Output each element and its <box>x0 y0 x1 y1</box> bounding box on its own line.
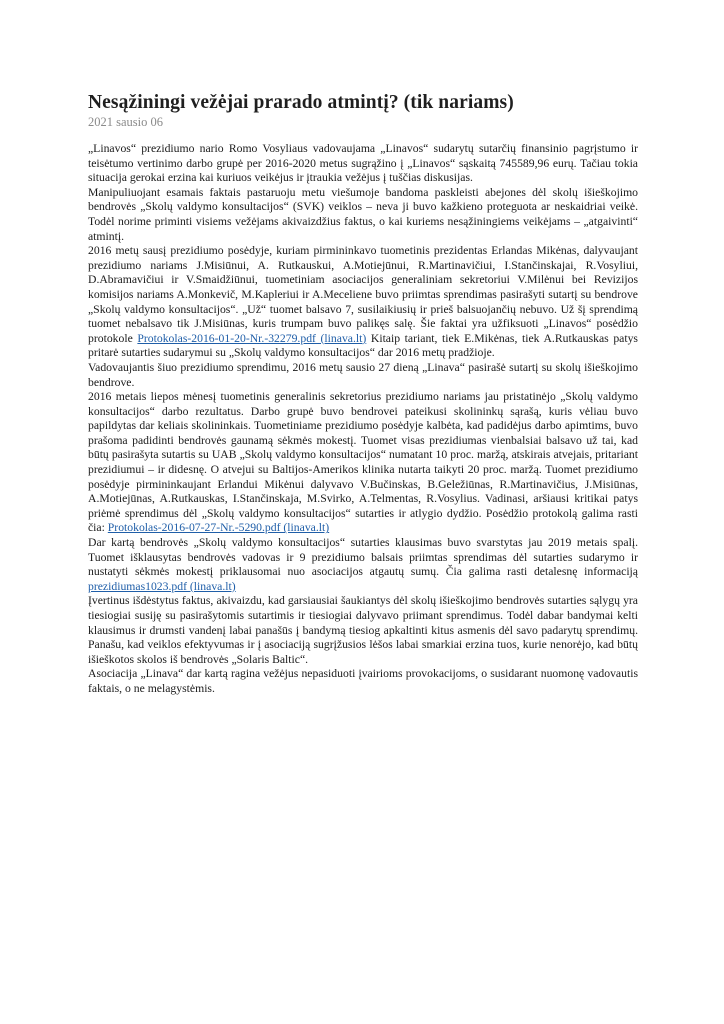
paragraph-5 <box>88 390 638 536</box>
protocol-2016-07-27-link[interactable]: Protokolas-2016-07-27-Nr.-5290.pdf (linava.lt) <box>107 521 330 535</box>
article-title: Nesąžiningi vežėjai prarado atmintį? (tik nariams) <box>88 92 514 113</box>
paragraph-8: Asociacija „Linava“ dar kartą ragina vežėjus nepasiduoti įvairioms provokacijoms, o susidarant nuomonę vadovautis faktais, o ne melagystėmis. <box>88 667 638 695</box>
paragraph-3-text: 2016 metų sausį prezidiumo posėdyje, kuriam pirmininkavo tuometinis prezidentas Erlandas Mikėnas, dalyvaujant prezidiumo nariams J.Misiūnui, A. Rutkauskui, A.Motiejūnui, R.Martinavičiui, I.Stančinskajai, R.Vosyliui, D.Abramavičiui ir V.Smaidžiūnui, tuometiniam asociacijos generaliniam sekretoriui V.Milėnui bei Revizijos komisijos nariams A.Monkevič, M.Kapleriui ir A.Meceliene buvo priimtas sprendimas pasirašyti sutartį su bendrove „Skolų valdymo konsultacijos“. „Už“ tuomet balsavo 7, susilaikiusių ir prieš balsuojančių nebuvo. Už šį sprendimą tuomet nebalsavo tik J.Misiūnas, kuris trumpam buvo palikęs salę. Šie faktai yra užfiksuoti „Linavos“ posėdžio protokole <box>88 244 638 345</box>
protocol-2016-01-20-link[interactable]: Protokolas-2016-01-20-Nr.-32279.pdf (linava.lt) <box>137 331 367 345</box>
paragraph-6-text: Dar kartą bendrovės „Skolų valdymo konsultacijos“ sutarties klausimas buvo svarstytas jau 2019 metais spalį. Tuomet išklausytas bendrovės vadovas ir 9 prezidiumo balsais priimtas sprendimas dėl sutarties sudarymo ir nustatyti sėkmės mokestį priklausomai nuo asociacijos atgautų sumų. Čia galima rasti detalesnę informaciją <box>88 536 638 579</box>
presidium-1023-link[interactable]: prezidiumas1023.pdf (linava.lt) <box>88 579 236 593</box>
paragraph-2: Manipuliuojant esamais faktais pastaruoju metu viešumoje bandoma paskleisti abejones dėl skolų išieškojimo bendrovės „Skolų valdymo konsultacijos“ (SVK) veiklos – neva ji buvo kažkieno proteguota ar neskaidriai veikė. Todėl norime priminti visiems vežėjams akivaizdžius faktus, o kai kuriems nesąžiningiems veikėjams – „atgaivinti“ atmintį. <box>88 185 638 243</box>
article-date: 2021 sausio 06 <box>88 115 163 129</box>
paragraph-5-text: 2016 metais liepos mėnesį tuometinis generalinis sekretorius prezidiumo nariams jau pristatinėjo „Skolų valdymo konsultacijos“ darbo rezultatus. Darbo grupė buvo bendrovei pateikusi skolininkų sąrašą, kuris vėliau buvo papildytas dar keliais skolininkais. Tuometiniame prezidiumo posėdyje kalbėta, kad padidėjus darbo apimtims, buvo prašoma padidinti bendrovės gaunamą sėkmės mokestį. Tuomet visas prezidiumas vienbalsiai balsavo už tai, kad būtų pasirašyta sutartis su UAB „Skolų valdymo konsultacijos“ numatant 10 proc. maržą, atskirais atvejais, pritariant prezidiumui – ir didesnę. O atvejui su Baltijos-Amerikos klinika nutarta taikyti 20 proc. maržą. Tuomet prezidiumo posėdyje pirmininkaujant Erlandui Mikėnui dalyvavo V.Bučinskas, B.Geležiūnas, R.Martinavičius, J.Misiūnas, A.Motiejūnas, A.Rutkauskas, I.Stančinskaja, M.Svirko, A.Telmentas, R.Vosylius. Vadinasi, aršiausi kritikai patys priėmė sprendimus dėl „Skolų valdymo konsultacijos“ sutarties ir atlygio dydžio. Posėdžio protokolą galima rasti čia: <box>88 390 638 535</box>
paragraph-4: Vadovaujantis šiuo prezidiumo sprendimu, 2016 metų sausio 27 dieną „Linava“ pasirašė sutartį su skolų išieškojimo bendrove. <box>88 360 638 389</box>
paragraph-6 <box>88 536 638 594</box>
paragraph-3-tail: Kitaip tariant, tiek E.Mikėnas, tiek A.Rutkauskas patys pritarė sutarties sudarymui su „Skolų valdymo konsultacijos“ dar 2016 metų pradžioje. <box>88 331 638 360</box>
paragraph-3 <box>88 244 638 361</box>
paragraph-1: „Linavos“ prezidiumo nario Romo Vosyliaus vadovaujama „Linavos“ sudarytų sutarčių finansinio pagrįstumo ir teisėtumo vertinimo darbo grupė per 2016-2020 metus sugrąžino į „Linavos“ sąskaitą 745589,96 eurų. Tačiau tokia situacija gerokai erzina kai kuriuos veikėjus ir įtraukia vežėjus į tuščias diskusijas. <box>88 142 638 185</box>
paragraph-7: Įvertinus išdėstytus faktus, akivaizdu, kad garsiausiai šaukiantys dėl skolų išieškojimo bendrovės sutarties sąlygų yra tiesiogiai susiję su pasirašytomis sutartimis ir tiesiogiai dalyvavo priimant sprendimus. Todėl dabar bandymai kelti klausimus ir drumsti vandenį labai panašūs į bandymą tiesiog apkaltinti kitus asmenis dėl savo padarytų sprendimų. Panašu, kad veiklos efektyvumas ir į asociaciją sugrįžusios lėšos labai smarkiai erzina tuos, kurie nenorėjo, kad būtų išieškotos skolos iš bendrovės „Solaris Baltic“. <box>88 594 638 666</box>
